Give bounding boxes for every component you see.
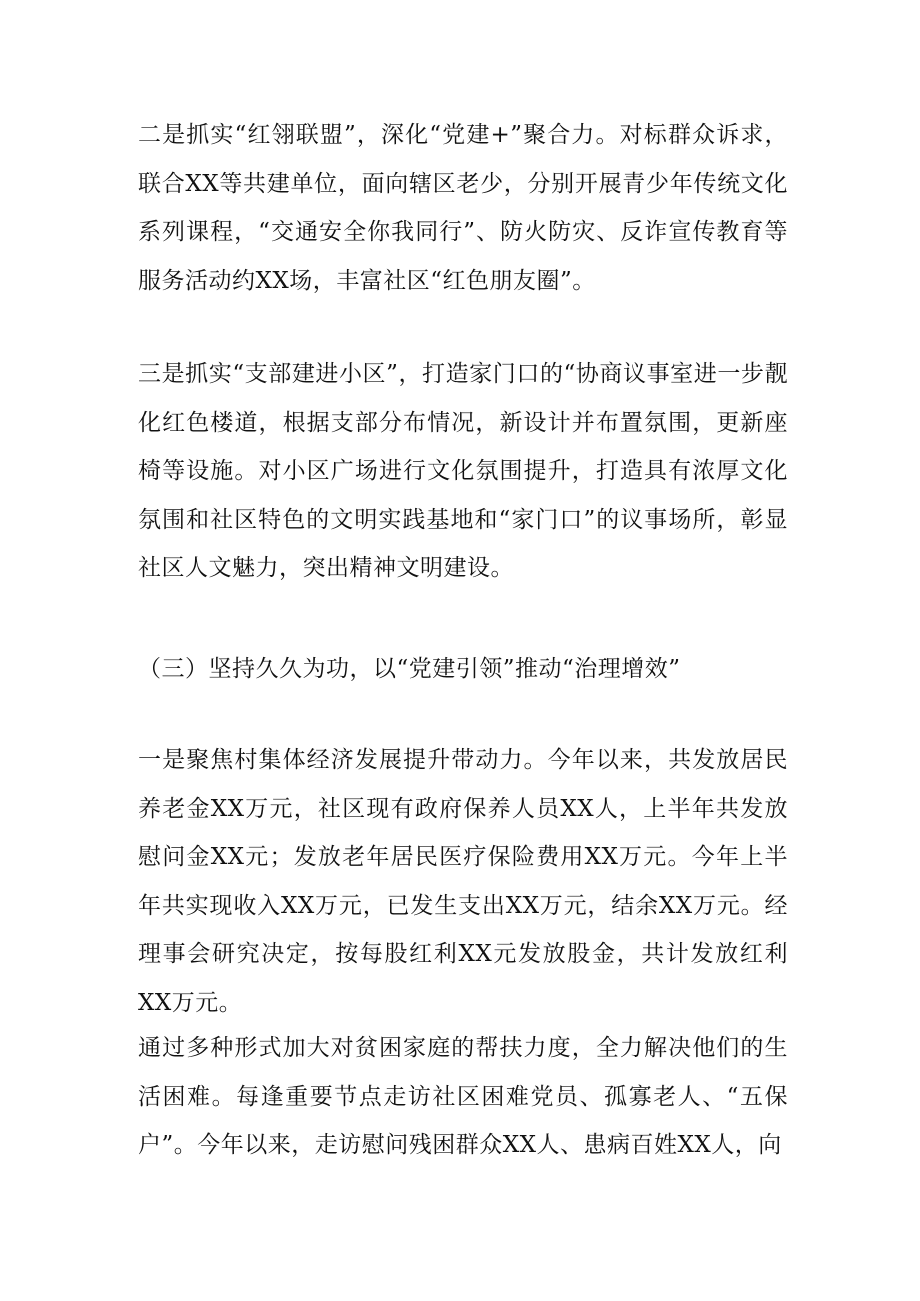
paragraph-collective-economy: 一是聚焦村集体经济发展提升带动力。今年以来，共发放居民养老金XX万元，社区现有政府保养人员XX人，上半年共发放慰问金XX元；发放老年居民医疗保险费用XX万元。今年上半年共实现收入XX万元，已发生支出XX万元，结余XX万元。经理事会研究决定，按每股红利XX元发放股金，共计发放红利XX万元。	[138, 747, 788, 1016]
section-heading-three: （三）坚持久久为功，以“党建引领”推动“治理增效”	[138, 656, 681, 682]
paragraph-poverty-assistance: 通过多种形式加大对贫困家庭的帮扶力度，全力解决他们的生活困难。每逢重要节点走访社区困难党员、孤寡老人、“五保户”。今年以来，走访慰问残困群众XX人、患病百姓XX人，向	[138, 1035, 788, 1158]
paragraph-red-alliance: 二是抓实“红翎联盟”，深化“党建+”聚合力。对标群众诉求，联合XX等共建单位，面向辖区老少，分别开展青少年传统文化系列课程，“交通安全你我同行”、防火防灾、反诈宣传教育等服务活动约XX场，丰富社区“红色朋友圈”。	[138, 122, 788, 294]
paragraph-branch-in-community: 三是抓实“支部建进小区”，打造家门口的“协商议事室进一步靓化红色楼道，根据支部分布情况，新设计并布置氛围，更新座椅等设施。对小区广场进行文化氛围提升，打造具有浓厚文化氛围和社区特色的文明实践基地和“家门口”的议事场所，彰显社区人文魅力，突出精神文明建设。	[138, 361, 788, 581]
